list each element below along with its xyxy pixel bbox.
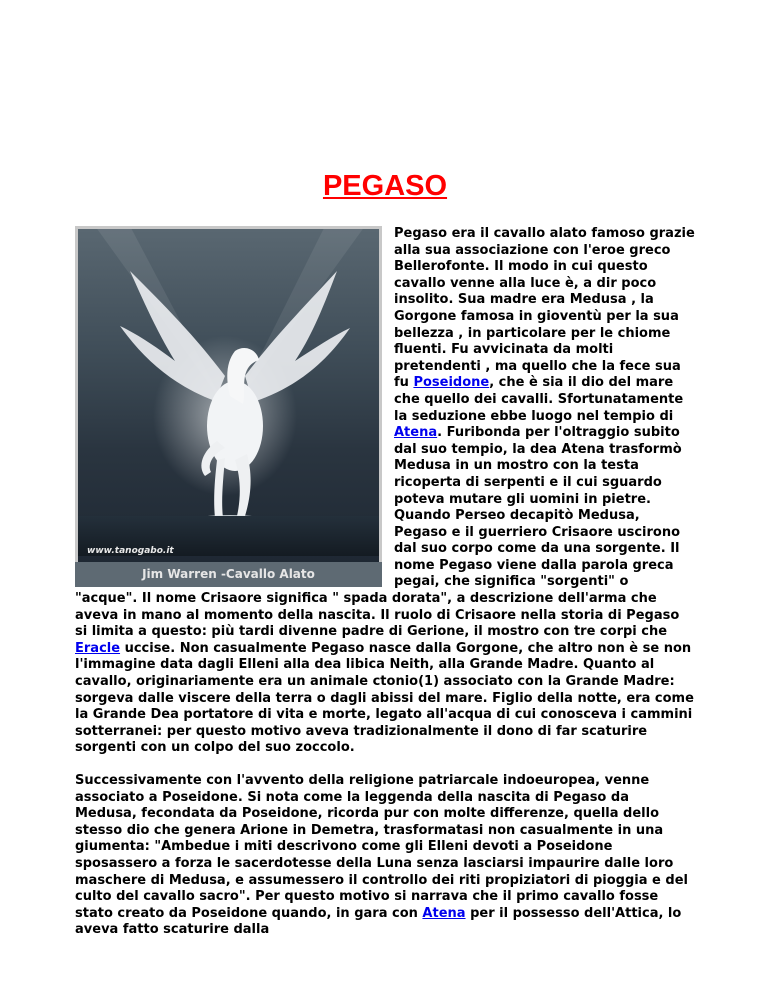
image-watermark: www.tanogabo.it bbox=[87, 546, 174, 556]
link-atena[interactable]: Atena bbox=[394, 425, 438, 441]
paragraph-2: Successivamente con l'avvento della religione patriarcale indoeuropea, venne associato a Poseidone. Si nota come la leggenda della nascita di Pegaso da Medusa, fecondata da Poseidone, ricorda pur con molte differenze, quella dello stesso dio che genera Arione in Demetra, trasformatasi non casualmente in una giumenta: "Ambedue i miti descrivono come gli Elleni devoti a Poseidone sposassero a forza le sacerdotesse della Luna senza lasciarsi impaurire dalle loro maschere di Medusa, e assumessero il controllo dei riti propiziatori di pioggia e del culto del cavallo sacro". Per questo motivo si narrava che il primo cavallo fosse stato creato da Poseidone quando, in gara con Atena per il possesso dell'Attica, lo aveva fatto scaturire dalla bbox=[75, 773, 688, 938]
link-eracle[interactable]: Eracle bbox=[75, 640, 121, 656]
article-body bbox=[75, 226, 695, 955]
link-atena-2[interactable]: Atena bbox=[422, 905, 466, 921]
page-title: PEGASO bbox=[322, 170, 448, 202]
link-poseidone[interactable]: Poseidone bbox=[413, 375, 490, 391]
pegasus-image bbox=[75, 226, 382, 587]
image-caption: Jim Warren -Cavallo Alato bbox=[75, 562, 382, 587]
paragraph-1: Pegaso era il cavallo alato famoso grazie alla sua associazione con l'eroe greco Bellerofonte. Il modo in cui questo cavallo venne alla luce è, a dir poco insolito. Sua madre era Medusa , la Gorgone famosa in gioventù per la sua bellezza , in particolare per le chiome fluenti. Fu avvicinata da molti pretendenti , ma quello che la fece sua fu Poseidone, che è sia il dio del mare che quello dei cavalli. Sfortunatamente la seduzione ebbe luogo nel tempio di Atena. Furibonda per l'oltraggio subito dal suo tempio, la dea Atena trasformò Medusa in un mostro con la testa ricoperta di serpenti e il cui sguardo poteva mutare gli uomini in pietre. Quando Perseo decapitò Medusa, Pegaso e il guerriero Crisaore uscirono dal suo corpo come da una sorgente. Il nome Pegaso viene dalla parola greca pegai, che significa "sorgenti" o "acque". Il nome Crisaore significa " spada dorata", a descrizione dell'arma che aveva in mano al momento della nascita. Il ruolo di Crisaore nella storia di Pegaso si limita a questo: più tardi divenne padre di Gerione, il mostro con tre corpi che Eracle uccise. Non casualmente Pegaso nasce dalla Gorgone, che altro non è se non l'immagine data dagli Elleni alla dea libica Neith, alla Grande Madre. Quanto al cavallo, originariamente era un animale ctonio(1) associato con la Grande Madre: sorgeva dalle viscere della terra o dagli abissi del mare. Figlio della notte, era come la Grande Dea portatore di vita e morte, legato all'acqua di cui conosceva i cammini sotterranei: per questo motivo aveva tradizionalmente il dono di far scaturire sorgenti con un colpo del suo zoccolo. bbox=[75, 226, 695, 756]
image-frame bbox=[75, 226, 382, 587]
